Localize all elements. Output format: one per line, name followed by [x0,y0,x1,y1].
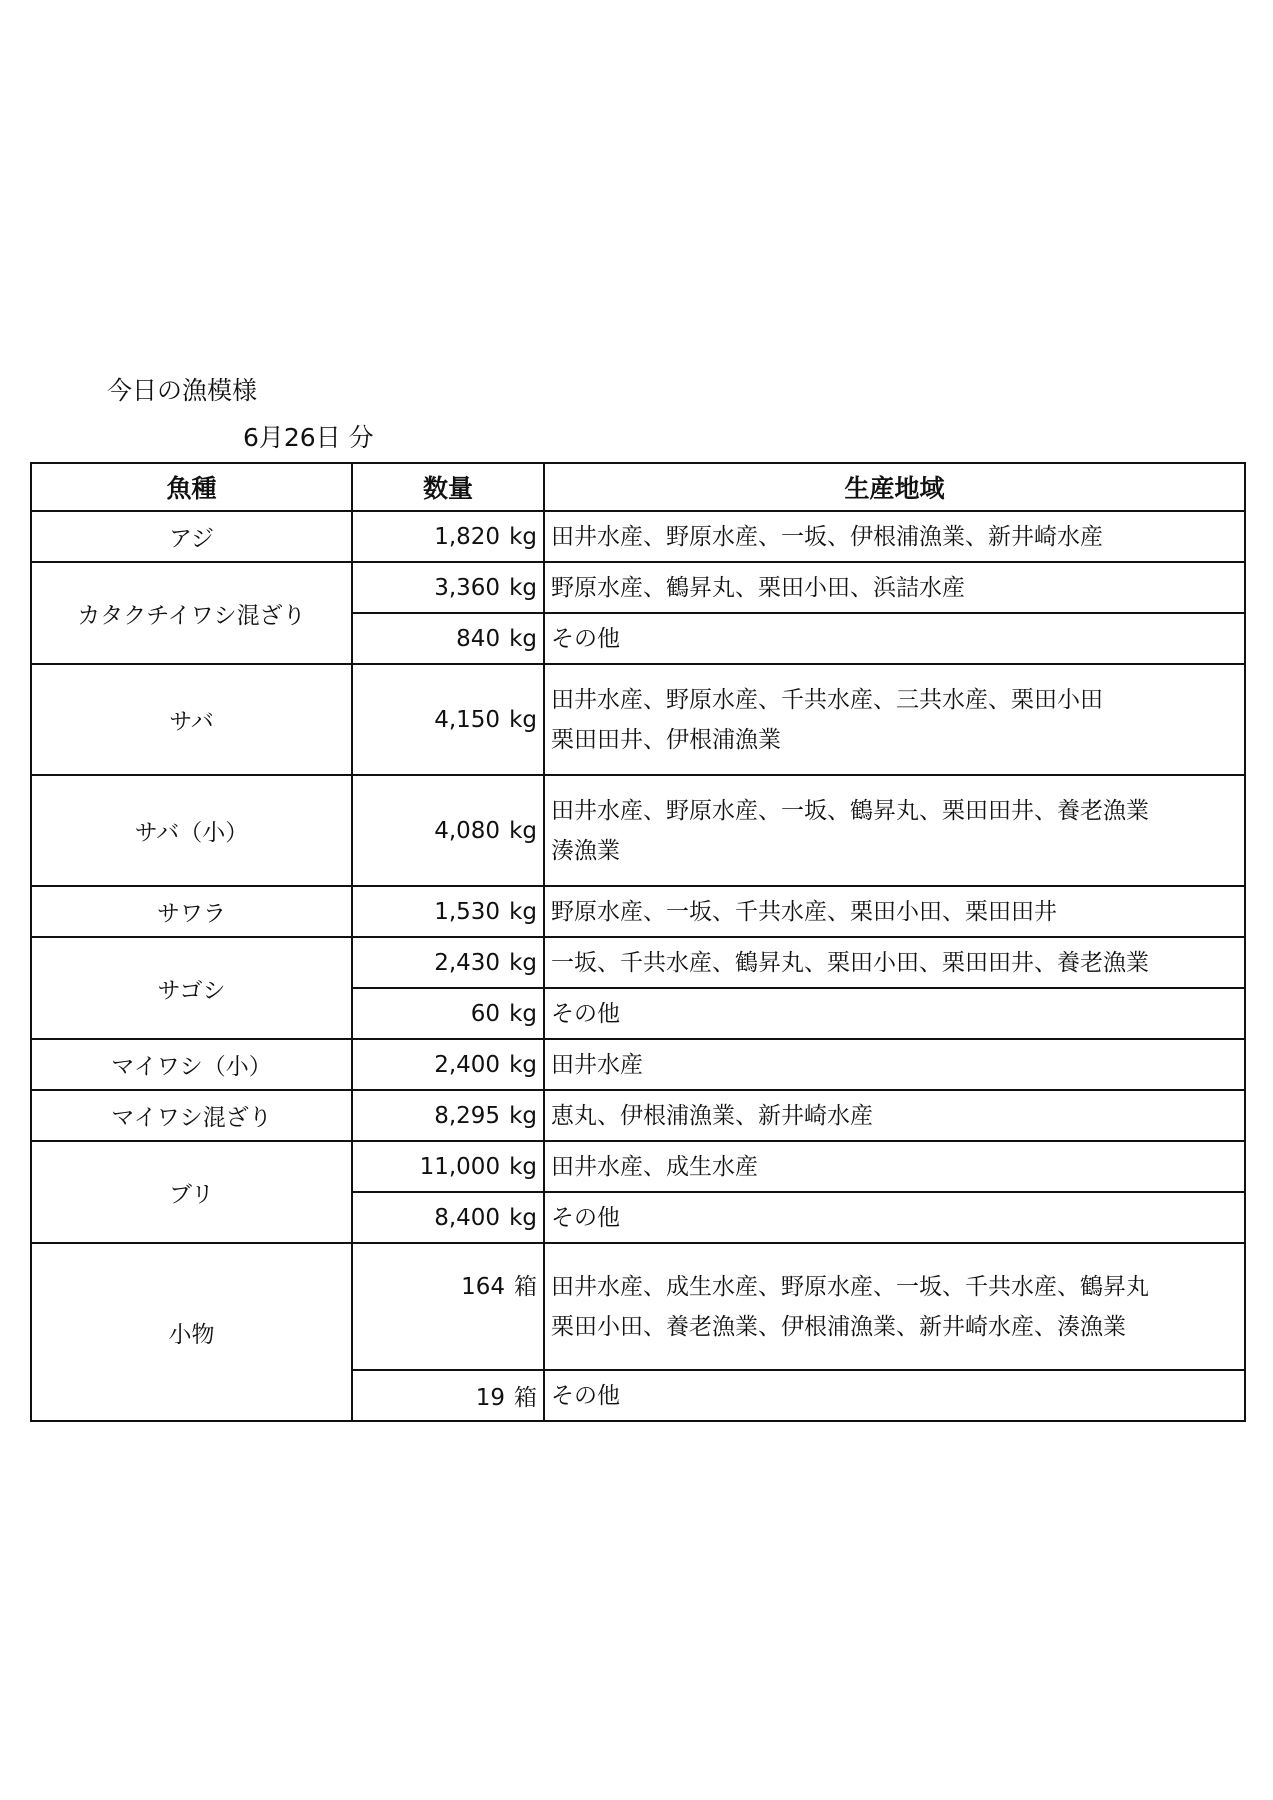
quantity-unit: 箱 [514,1274,537,1300]
species-cell: マイワシ（小） [31,1039,352,1090]
region-line: 一坂、千共水産、鶴昇丸、栗田小田、栗田田井、養老漁業 [551,949,1149,976]
header-quantity: 数量 [352,463,544,511]
table-row [31,562,1245,613]
quantity-unit: kg [509,1051,537,1078]
quantity-unit: kg [509,1204,537,1231]
region-cell [544,886,1245,937]
table-row [31,775,1245,886]
quantity-cell [352,886,544,937]
region-line: 野原水産、鶴昇丸、栗田小田、浜詰水産 [551,574,965,601]
quantity-amount: 1,820 [434,523,501,550]
table-row [31,937,1245,988]
quantity-amount: 4,080 [434,817,501,844]
region-line: その他 [551,1382,620,1409]
region-line: 恵丸、伊根浦漁業、新井崎水産 [551,1102,873,1129]
quantity-amount: 840 [456,625,501,652]
quantity-cell [352,664,544,775]
region-line: 栗田小田、養老漁業、伊根浦漁業、新井崎水産、湊漁業 [551,1313,1126,1340]
region-line: 田井水産、成生水産 [551,1153,758,1180]
quantity-unit: 箱 [514,1385,537,1411]
region-cell [544,937,1245,988]
species-cell: カタクチイワシ混ざり [31,562,352,664]
quantity-unit: kg [509,898,537,925]
species-cell: マイワシ混ざり [31,1090,352,1141]
table-row [31,1141,1245,1192]
quantity-amount: 8,295 [434,1102,501,1129]
region-cell [544,511,1245,562]
species-cell: サバ [31,664,352,775]
region-line: 田井水産、野原水産、一坂、鶴昇丸、栗田田井、養老漁業 [551,797,1149,824]
quantity-cell [352,775,544,886]
quantity-amount: 11,000 [419,1153,501,1180]
region-cell [544,775,1245,886]
species-cell: サワラ [31,886,352,937]
page-title: 今日の漁模様 [107,376,258,405]
table-row [31,511,1245,562]
quantity-unit: kg [509,1000,537,1027]
quantity-cell [352,1039,544,1090]
quantity-cell [352,562,544,613]
quantity-cell [352,1090,544,1141]
quantity-unit: kg [509,949,537,976]
table-row [31,1243,1245,1370]
region-cell [544,562,1245,613]
table-row [31,886,1245,937]
region-line: 田井水産 [551,1051,643,1078]
quantity-unit: kg [509,1153,537,1180]
table-row [31,1090,1245,1141]
region-line: その他 [551,1204,620,1231]
quantity-cell [352,1370,544,1421]
species-cell: ブリ [31,1141,352,1243]
quantity-amount: 19 [475,1385,505,1411]
table-row [31,1039,1245,1090]
region-line: 田井水産、野原水産、一坂、伊根浦漁業、新井崎水産 [551,523,1103,550]
region-line: 野原水産、一坂、千共水産、栗田小田、栗田田井 [551,898,1057,925]
region-line: 田井水産、野原水産、千共水産、三共水産、栗田小田 [551,686,1103,713]
quantity-amount: 3,360 [434,574,501,601]
table-header-row [31,463,1245,511]
region-cell [544,1192,1245,1243]
quantity-amount: 60 [470,1000,501,1027]
quantity-unit: kg [509,1102,537,1129]
quantity-cell [352,613,544,664]
quantity-cell [352,1141,544,1192]
region-cell [544,988,1245,1039]
quantity-cell [352,1192,544,1243]
quantity-unit: kg [509,574,537,601]
region-line: 湊漁業 [551,837,620,864]
region-line: その他 [551,625,620,652]
region-line: 田井水産、成生水産、野原水産、一坂、千共水産、鶴昇丸 [551,1273,1149,1300]
region-cell [544,1090,1245,1141]
quantity-amount: 4,150 [434,706,501,733]
table-row [31,664,1245,775]
region-cell [544,1243,1245,1370]
table-body [31,511,1245,1421]
quantity-amount: 2,430 [434,949,501,976]
region-cell [544,1039,1245,1090]
region-line: その他 [551,1000,620,1027]
quantity-unit: kg [509,817,537,844]
species-cell: 小物 [31,1243,352,1421]
species-cell: アジ [31,511,352,562]
catch-table [30,462,1246,1422]
species-cell: サゴシ [31,937,352,1039]
quantity-cell [352,937,544,988]
region-cell [544,1141,1245,1192]
quantity-unit: kg [509,706,537,733]
quantity-cell [352,511,544,562]
quantity-amount: 164 [461,1274,505,1300]
header-species: 魚種 [31,463,352,511]
quantity-unit: kg [509,523,537,550]
quantity-amount: 8,400 [434,1204,501,1231]
quantity-cell [352,988,544,1039]
region-line: 栗田田井、伊根浦漁業 [551,726,781,753]
quantity-cell [352,1243,544,1370]
region-cell [544,613,1245,664]
quantity-amount: 1,530 [434,898,501,925]
region-cell [544,664,1245,775]
report-date: 6月26日 分 [243,423,374,452]
header-region: 生産地域 [544,463,1245,511]
quantity-amount: 2,400 [434,1051,501,1078]
region-cell [544,1370,1245,1421]
quantity-unit: kg [509,625,537,652]
species-cell: サバ（小） [31,775,352,886]
